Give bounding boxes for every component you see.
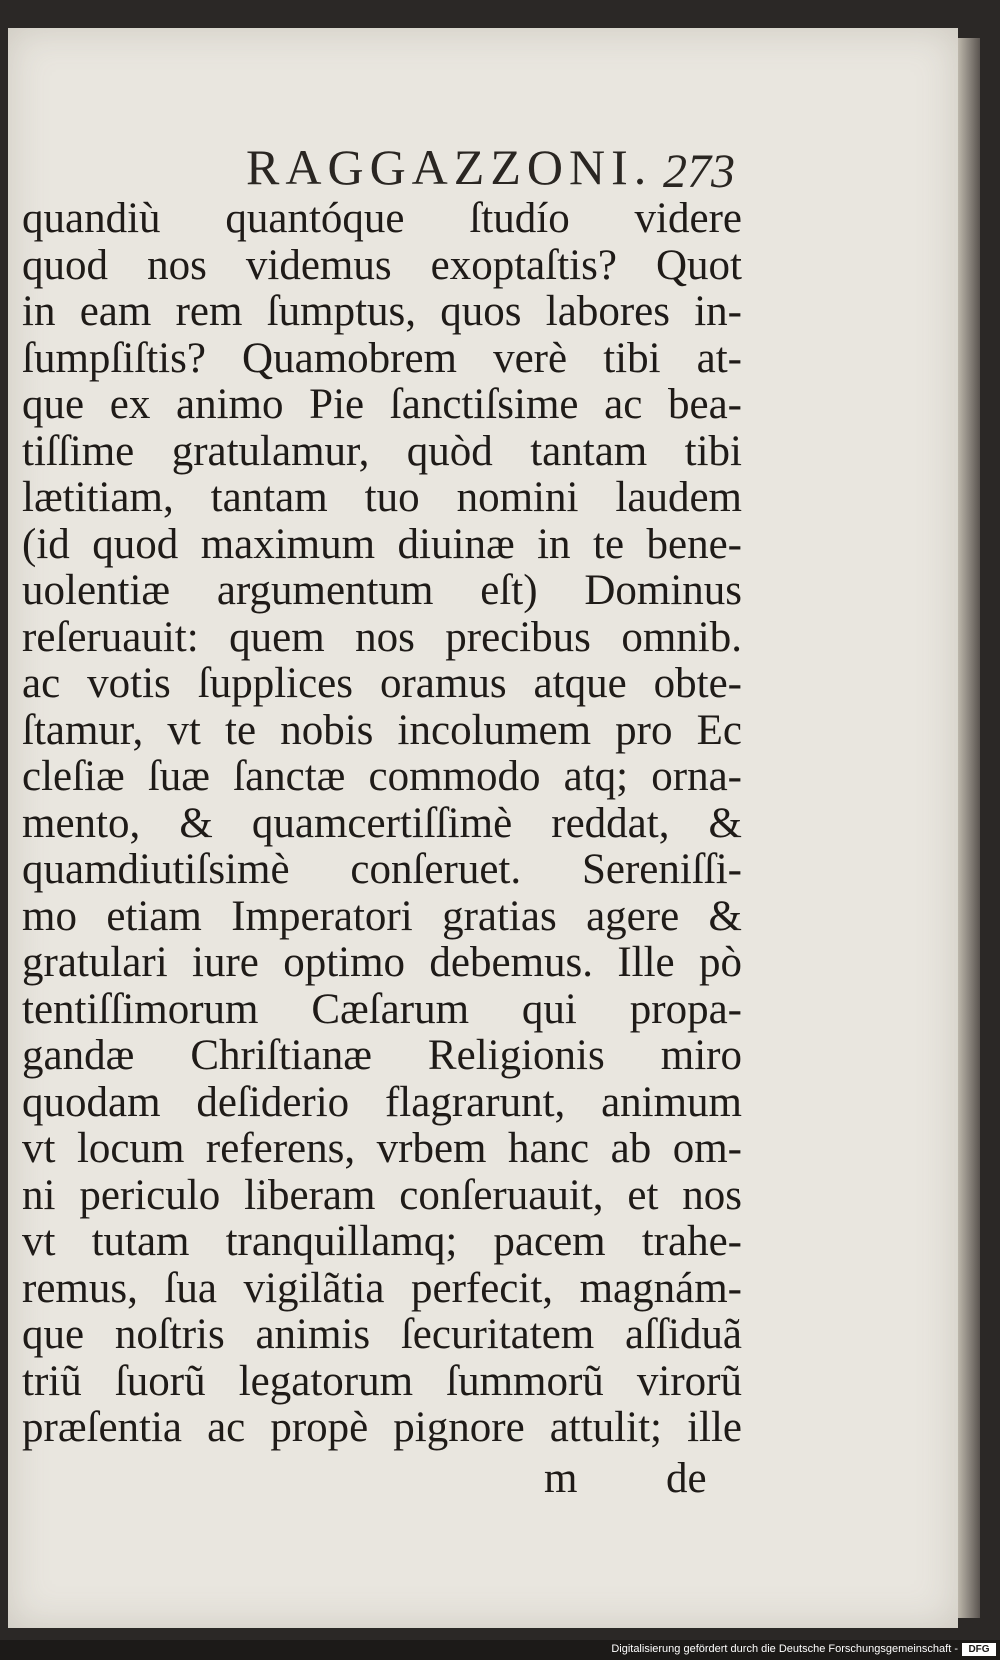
text-line: gratulari iure optimo debemus. Ille pò xyxy=(22,939,742,986)
dfg-logo: DFG xyxy=(962,1643,996,1656)
text-line: reſeruauit: quem nos precibus omnib. xyxy=(22,613,742,661)
text-line: cleſiæ ſuæ ſanctæ commodo atq; orna- xyxy=(22,753,742,800)
text-line: triũ ſuorũ legatorum ſummorũ virorũ xyxy=(22,1357,742,1405)
text-line: que ex animo Pie ſanctiſsime ac bea- xyxy=(22,381,742,428)
text-line: vt locum referens, vrbem hanc ab om- xyxy=(22,1125,742,1172)
text-line: quod nos videmus exoptaſtis? Quot xyxy=(22,241,742,289)
text-line: ni periculo liberam conſeruauit, et nos xyxy=(22,1171,742,1219)
running-title: RAGGAZZONI. xyxy=(246,139,653,195)
footer-credit: Digitalisierung gefördert durch die Deutsche Forschungsgemeinschaft - xyxy=(611,1643,958,1655)
text-line: mo etiam Imperatori gratias agere & xyxy=(22,892,742,940)
text-line: quodam deſiderio flagrarunt, animum xyxy=(22,1078,742,1126)
text-line: gandæ Chriſtianæ Religionis miro xyxy=(22,1032,742,1079)
catchword: de xyxy=(666,1455,707,1502)
text-block xyxy=(22,196,742,1452)
text-line: præſentia ac propè pignore attulit; ille xyxy=(22,1404,742,1451)
text-line: tiſſime gratulamur, quòd tantam tibi xyxy=(22,427,742,475)
text-line: ſumpſiſtis? Quamobrem verè tibi at- xyxy=(22,334,742,382)
text-line: remus, ſua vigilãtia perfecit, magnám- xyxy=(22,1264,742,1312)
text-line: lætitiam, tantam tuo nomini laudem xyxy=(22,474,742,521)
text-line: uolentiæ argumentum eſt) Dominus xyxy=(22,567,742,614)
signature-mark: m xyxy=(544,1455,578,1502)
text-line: ac votis ſupplices oramus atque obte- xyxy=(22,660,742,707)
text-line: tentiſſimorum Cæſarum qui propa- xyxy=(22,985,742,1033)
running-head xyxy=(8,120,958,198)
text-line: quamdiutiſsimè conſeruet. Sereniſſi- xyxy=(22,846,742,893)
text-line: (id quod maximum diuinæ in te bene- xyxy=(22,520,742,568)
text-line: vt tutam tranquillamq; pacem trahe- xyxy=(22,1218,742,1265)
footer-strip xyxy=(0,1640,1000,1660)
text-line: in eam rem ſumptus, quos labores in- xyxy=(22,288,742,335)
text-line: ſtamur, vt te nobis incolumem pro Ec xyxy=(22,706,742,754)
page-edge xyxy=(958,38,980,1618)
text-line: quandiù quantóque ſtudío videre xyxy=(22,195,742,242)
catchwords xyxy=(538,1454,718,1504)
text-line: mento, & quamcertiſſimè reddat, & xyxy=(22,799,742,847)
text-line: que noſtris animis ſecuritatem aſſiduã xyxy=(22,1311,742,1358)
book-page xyxy=(8,28,958,1628)
page-number: 273 xyxy=(663,145,735,198)
